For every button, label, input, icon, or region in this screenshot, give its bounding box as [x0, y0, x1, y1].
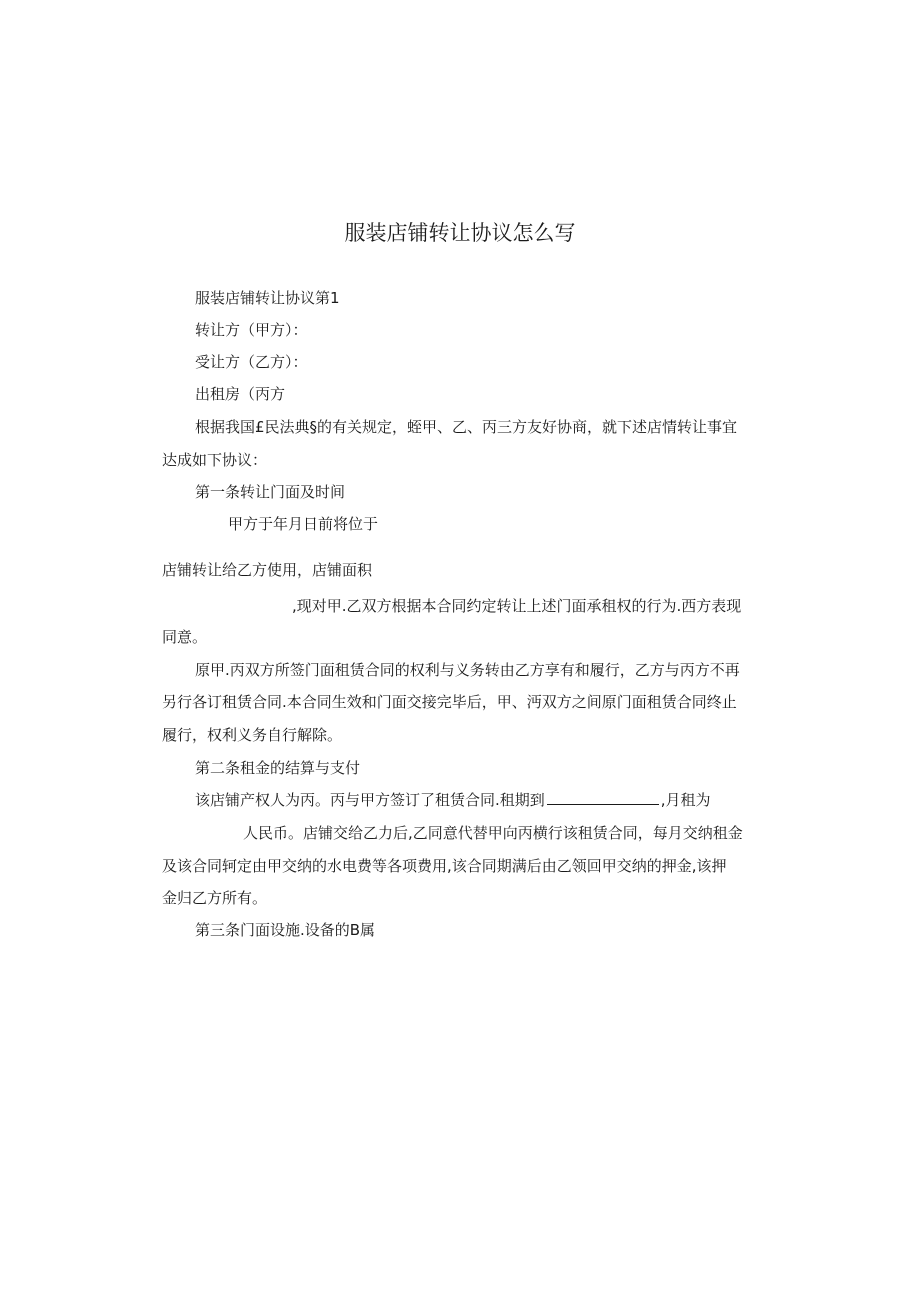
transferee-party: 受让方（乙方）：: [195, 353, 308, 371]
article-1-line-7: 履行，权利义务自行解除。: [162, 726, 343, 744]
article-1-heading: 第一条转让门面及时间: [195, 483, 346, 501]
article-1-line-2: 店铺转让给乙方使用，店铺面积: [162, 561, 373, 579]
article-2-line-1: [195, 789, 711, 811]
article-2-line-4: 金归乙方所有。: [162, 889, 268, 907]
article-1-line-5: 原甲.丙双方所签门面租赁合同的权利与义务转由乙方享有和履行，乙方与丙方不再: [195, 661, 740, 679]
article-1-line-4: 同意。: [162, 628, 208, 646]
lease-end-blank: [547, 790, 659, 805]
article-2-heading: 第二条租金的结算与支付: [195, 759, 361, 777]
article-2-line-3: 及该合同轲定由甲交纳的水电费等各项费用,该合同期满后由乙领回甲交纳的押金,该押: [162, 857, 727, 875]
lessor-party: 出租房（丙方: [195, 385, 286, 403]
article-1-line-1: 甲方于年月日前将位于: [228, 515, 379, 533]
document-title: 服装店铺转让协议怎么写: [344, 221, 576, 245]
preamble-line-2: 达成如下协议：: [162, 451, 268, 469]
article-2-line-1-text: 该店铺产权人为丙。丙与甲方签订了租赁合同.租期到: [195, 791, 545, 809]
agreement-heading: 服装店铺转让协议第1: [195, 289, 340, 307]
article-1-line-6: 另行各订租赁合同.本合同生效和门面交接完毕后，甲、沔双方之间原门面租赁合同终止: [162, 693, 737, 711]
article-2-line-2: 人民币。店铺交给乙力后,乙同意代替甲向丙横行该租赁合同，每月交纳租金: [243, 824, 743, 842]
preamble-line-1: 根据我国£民法典§的有关规定，蛭甲、乙、丙三方友好协商，就下述店情转让事宜: [195, 418, 738, 436]
article-3-heading: 第三条门面设施.设备的B属: [195, 921, 376, 939]
article-1-line-3: ,现对甲.乙双方根据本合同约定转让上述门面承租权的行为.西方表现: [292, 597, 742, 615]
transferor-party: 转让方（甲方）：: [195, 321, 308, 339]
article-2-line-1-tail: ,月租为: [660, 791, 711, 809]
